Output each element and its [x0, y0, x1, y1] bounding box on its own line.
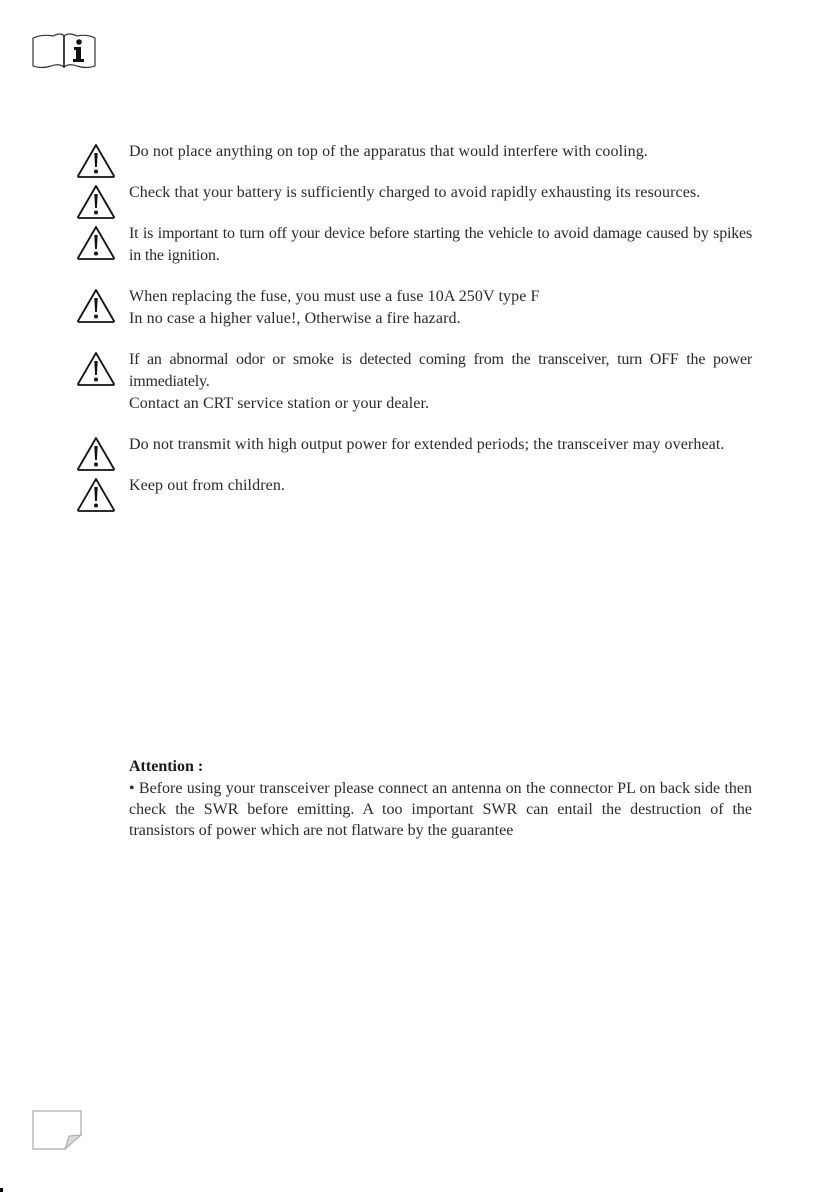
- warnings-list: [76, 141, 752, 515]
- warning-text: Contact an CRT service station or your dealer.: [129, 395, 430, 412]
- warning-text: If an abnormal odor or smoke is detected coming from the transceiver, turn OFF the power immediately.: [129, 351, 752, 390]
- warning-item: [76, 141, 752, 163]
- attention-text: • Before using your transceiver please connect an antenna on the connector PL on back side then check the SWR before emitting. A too important SWR can entail the destruction of the transistors of power which are not flatware by the guarantee: [129, 780, 752, 839]
- warning-item: [76, 434, 752, 456]
- warning-item: [76, 286, 752, 330]
- warning-item: [76, 223, 752, 267]
- warning-triangle-icon: [76, 225, 116, 261]
- warning-triangle-icon: [76, 288, 116, 324]
- warning-triangle-icon: [76, 436, 116, 472]
- attention-section: [129, 756, 752, 841]
- page-curl-icon: [32, 1110, 82, 1150]
- warning-item: [76, 475, 752, 497]
- warning-triangle-icon: [76, 477, 116, 513]
- attention-title: Attention :: [129, 758, 204, 775]
- warning-text: When replacing the fuse, you must use a fuse 10A 250V type F: [129, 288, 540, 305]
- warning-item: [76, 349, 752, 415]
- warning-triangle-icon: [76, 143, 116, 179]
- warning-triangle-icon: [76, 184, 116, 220]
- warning-item: [76, 182, 752, 204]
- warning-text: It is important to turn off your device before starting the vehicle to avoid damage caused by spikes in the ignition.: [129, 225, 752, 264]
- warning-text: Do not transmit with high output power for extended periods; the transceiver may overheat.: [129, 436, 725, 453]
- warning-text: Check that your battery is sufficiently charged to avoid rapidly exhausting its resources.: [129, 184, 701, 201]
- scan-mark: [0, 1188, 3, 1192]
- warning-text: In no case a higher value!, Otherwise a fire hazard.: [129, 310, 461, 327]
- warning-text: Do not place anything on top of the apparatus that would interfere with cooling.: [129, 143, 648, 160]
- manual-info-icon: [31, 30, 97, 70]
- warning-text: Keep out from children.: [129, 477, 286, 494]
- warning-triangle-icon: [76, 351, 116, 387]
